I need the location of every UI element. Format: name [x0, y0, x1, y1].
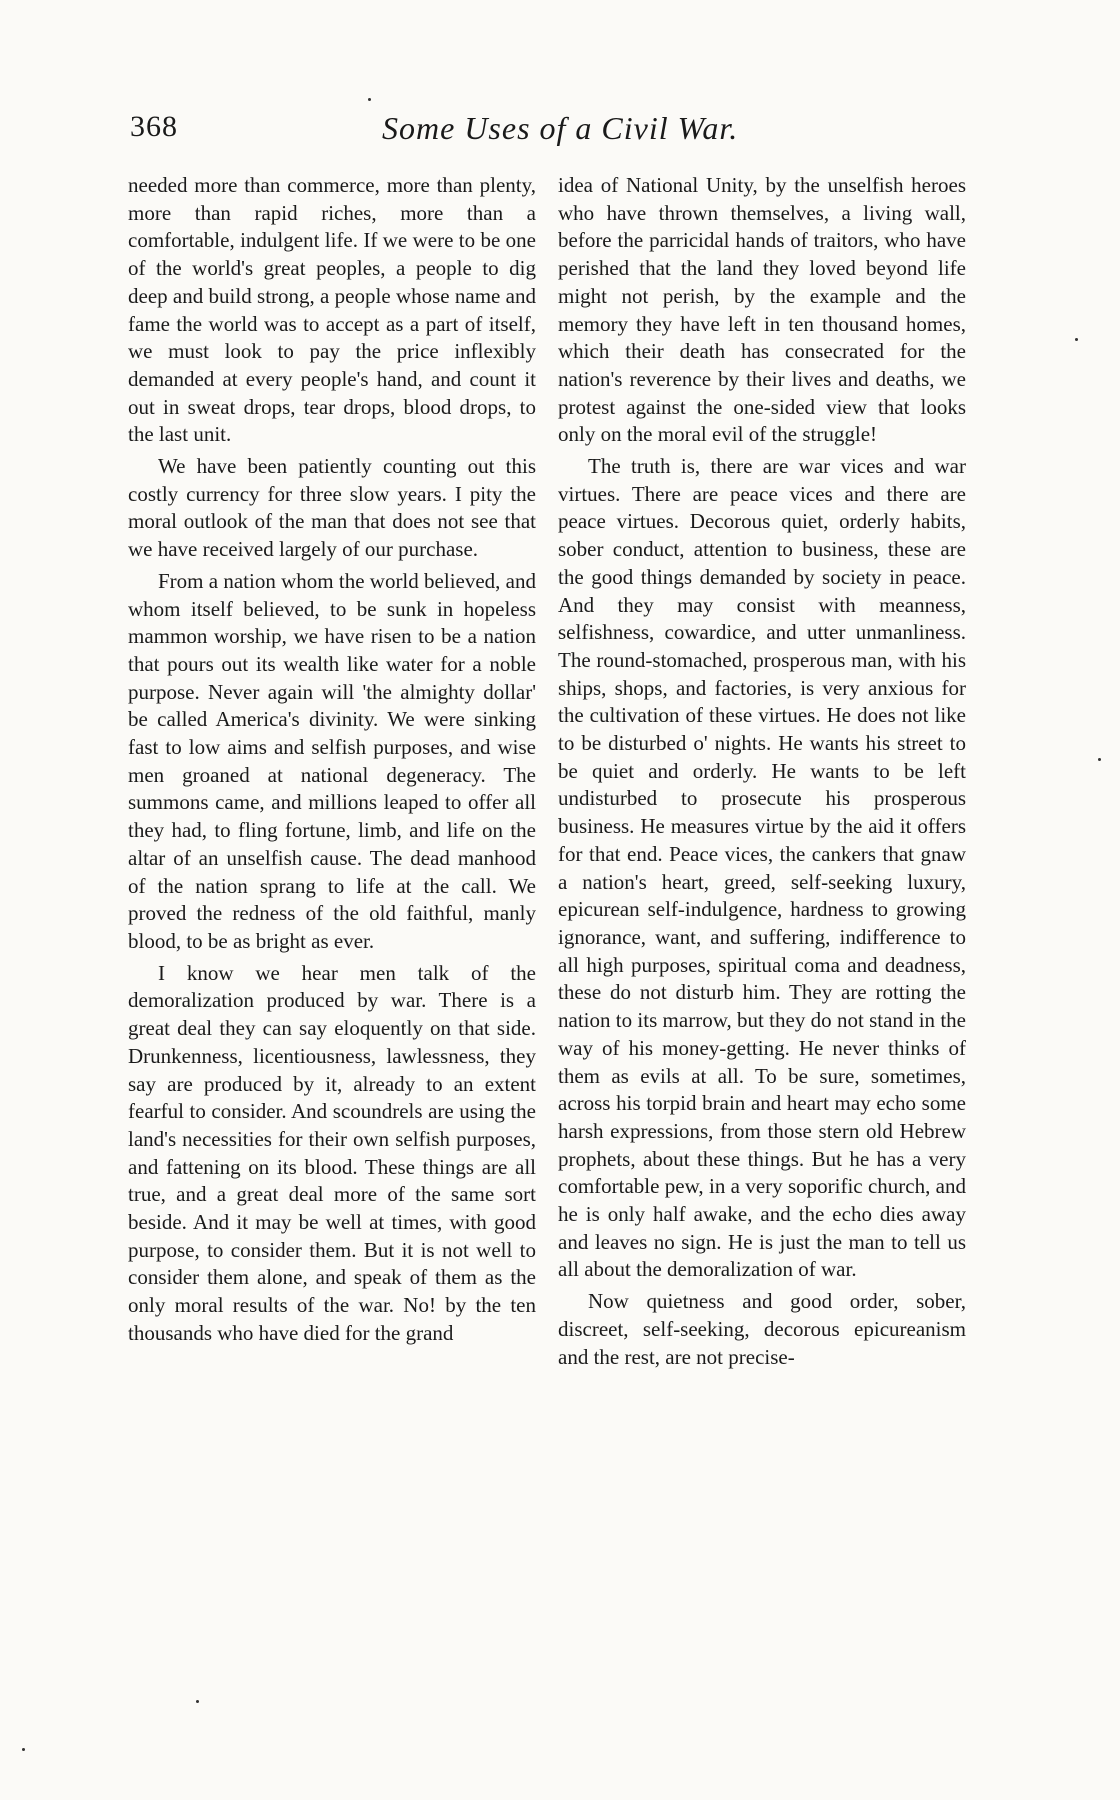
page-header: [130, 110, 970, 160]
paragraph: The truth is, there are war vices and war virtues. There are peace vices and there are peace virtues. Decorous quiet, orderly habits, sober conduct, attention to business, these are the good things demanded by society in peace. And they may consist with meanness, selfishness, cowardice, and utter unmanliness. The round-stomached, prosperous man, with his ships, shops, and factories, is very anxious for the cultivation of these virtues. He does not like to be disturbed o' nights. He wants his street to be quiet and orderly. He wants to be left undisturbed to prosecute his prosperous business. He measures virtue by the aid it offers for that end. Peace vices, the cankers that gnaw a nation's heart, greed, self-seeking luxury, epicurean self-indulgence, hardness to growing ignorance, want, and suffering, indifference to all high purposes, spiritual coma and deadness, these do not disturb him. They are rotting the nation to its marrow, but they do not stand in the way of his money-getting. He never thinks of them as evils at all. To be sure, sometimes, across his torpid brain and heart may echo some harsh expressions, from those stern old Hebrew prophets, about these things. But he has a very comfortable pew, in a very soporific church, and he is only half awake, and the echo dies away and leaves no sign. He is just the man to tell us all about the demoralization of war.: [558, 454, 966, 1282]
paragraph: From a nation whom the world believed, and whom itself believed, to be sunk in hopeless mammon worship, we have risen to be a nation that pours out its wealth like water for a noble purpose. Never again will 'the almighty dollar' be called America's divinity. We were sinking fast to low aims and selfish purposes, and wise men groaned at national degeneracy. The summons came, and millions leaped to offer all they had, to fling fortune, limb, and life on the altar of an unselfish cause. The dead manhood of the nation sprang to life at the call. We proved the redness of the old faithful, manly blood, to be as bright as ever.: [128, 568, 536, 953]
right-column: [558, 172, 966, 1375]
print-speck: [1075, 338, 1078, 341]
print-speck: [22, 1748, 25, 1751]
paragraph: idea of National Unity, by the unselfish heroes who have thrown themselves, a living wall, before the parricidal hands of traitors, who have perished that the land they loved beyond life might not perish, by the example and the memory they have left in ten thousand homes, which their death has consecrated for the nation's reverence by their lives and deaths, we protest against the one-sided view that looks only on the moral evil of the struggle!: [558, 173, 966, 447]
paragraph: needed more than commerce, more than plenty, more than rapid riches, more than a comfortable, indulgent life. If we were to be one of the world's great peoples, a people to dig deep and build strong, a people whose name and fame the world was to accept as a part of itself, we must look to pay the price inflexibly demanded at every people's hand, and count it out in sweat drops, tear drops, blood drops, to the last unit.: [128, 173, 536, 447]
page-number: 368: [130, 110, 178, 143]
print-speck: [196, 1700, 199, 1703]
paragraph: Now quietness and good order, sober, discreet, self-seeking, decorous epicureanism and the rest, are not precise-: [558, 1289, 966, 1369]
print-speck: [1098, 758, 1101, 761]
paragraph: I know we hear men talk of the demoralization produced by war. There is a great deal they can say eloquently on that side. Drunkenness, licentiousness, lawlessness, they say are produced by it, already to an extent fearful to consider. And scoundrels are using the land's necessities for their own selfish purposes, and fattening on its blood. These things are all true, and a great deal more of the same sort beside. And it may be well at times, with good purpose, to consider them. But it is not well to consider them alone, and speak of them as the only moral results of the war. No! by the ten thousands who have died for the grand: [128, 960, 536, 1345]
print-speck: [368, 98, 371, 101]
left-column: [128, 172, 536, 1352]
running-title: Some Uses of a Civil War.: [382, 110, 739, 146]
paragraph: We have been patiently counting out this costly currency for three slow years. I pity the moral outlook of the man that does not see that we have received largely of our purchase.: [128, 454, 536, 562]
